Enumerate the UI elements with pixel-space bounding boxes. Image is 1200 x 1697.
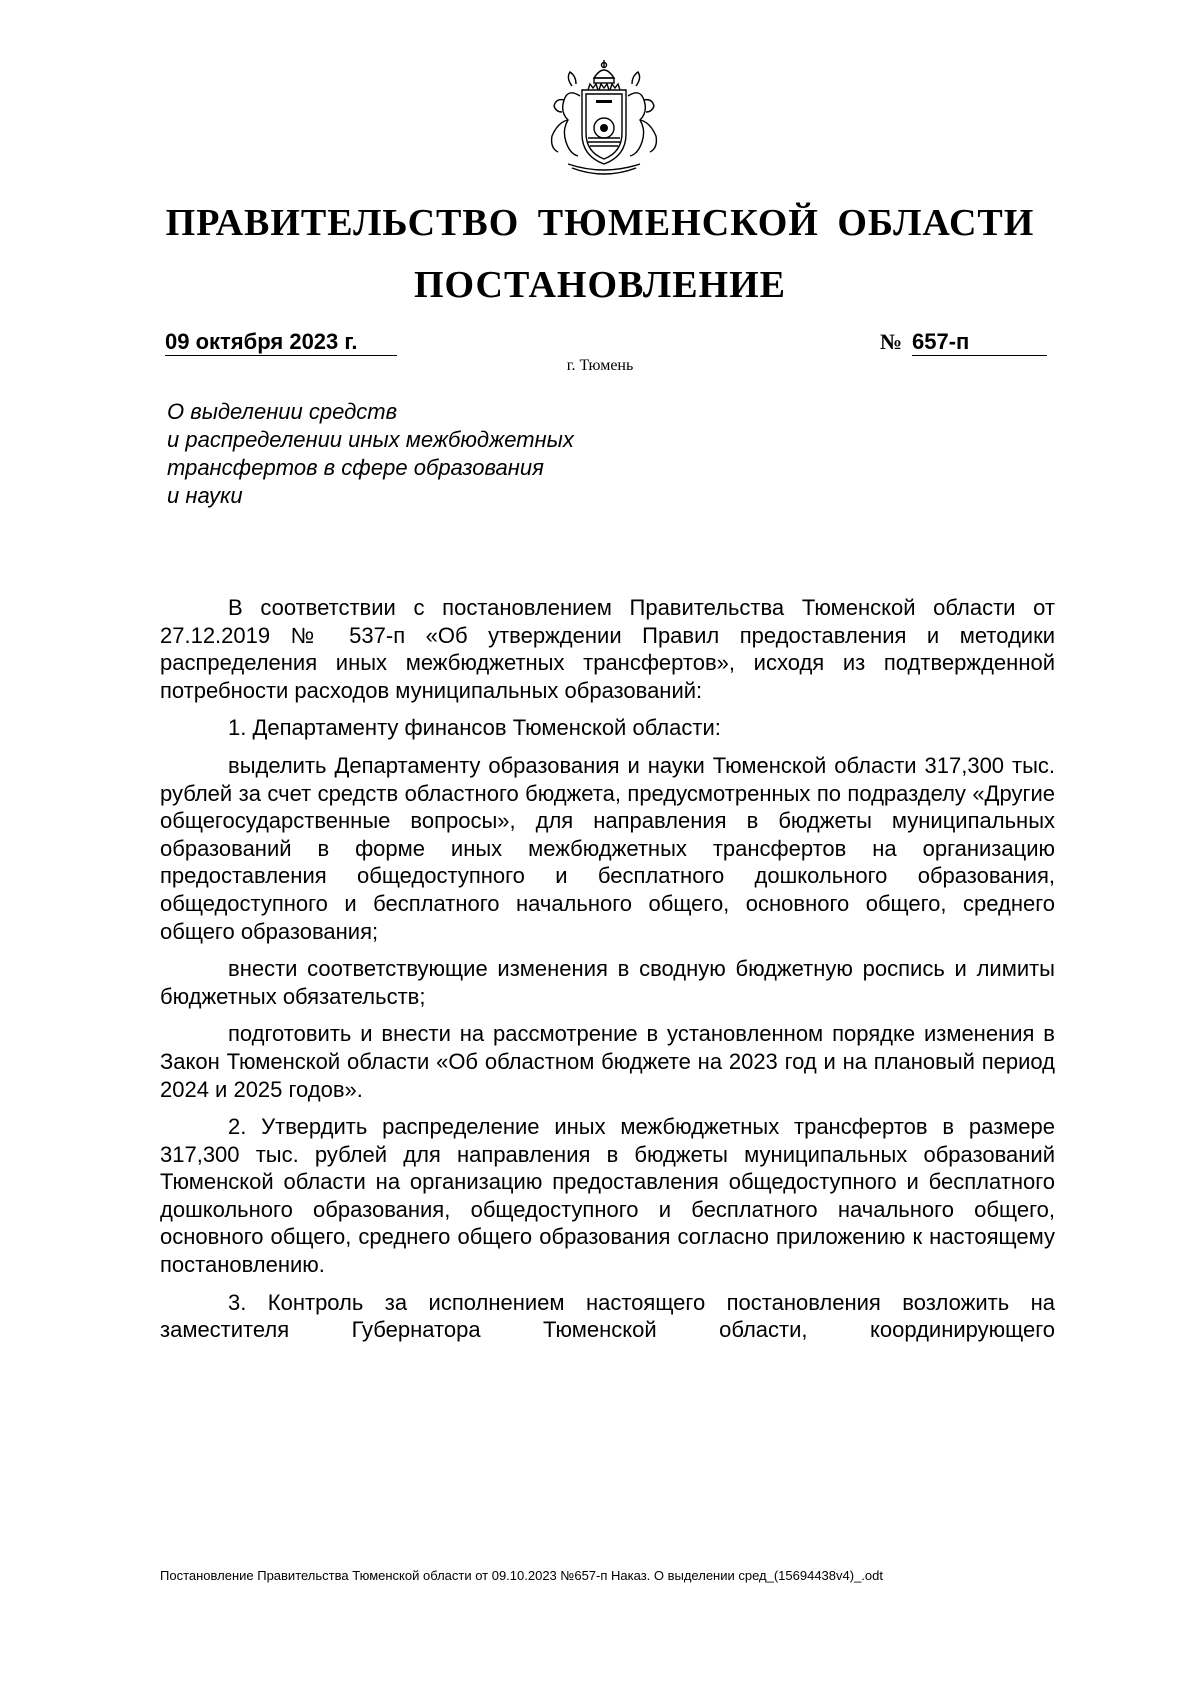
body-paragraph: 2. Утвердить распределение иных межбюджетных трансфертов в размере 317,300 тыс. рублей для направления в бюджеты муниципальных образований Тюменской области на организацию предоставления общедоступного и бесплатного дошкольного образования, общедоступного и бесплатного начального общего, основного общего, среднего общего образования согласно приложению к настоящему постановлению.: [160, 1114, 1055, 1278]
number-sign: №: [880, 329, 903, 354]
subject-line: и распределении иных межбюджетных: [167, 427, 574, 452]
document-type-title: ПОСТАНОВЛЕНИЕ: [413, 264, 787, 306]
subject-line: трансфертов в сфере образования: [167, 455, 544, 480]
body-paragraph: 3. Контроль за исполнением настоящего постановления возложить на заместителя Губернатора Тюменской области, координирующего: [160, 1289, 1055, 1343]
body-paragraph: подготовить и внести на рассмотрение в установленном порядке изменения в Закон Тюменской области «Об областном бюджете на 2023 год и на плановый период 2024 и 2025 годов».: [160, 1021, 1055, 1102]
subject-line: О выделении средств: [167, 399, 398, 424]
body-paragraph: внести соответствующие изменения в сводную бюджетную роспись и лимиты бюджетных обязательств;: [160, 956, 1055, 1009]
city-name: г. Тюмень: [566, 357, 634, 374]
document-subject: [167, 398, 667, 510]
document-body: [160, 594, 1055, 1354]
footer-filename: Постановление Правительства Тюменской области от 09.10.2023 №657-п Наказ. О выделении сред_(15694438v4)_.odt: [160, 1568, 883, 1583]
body-paragraph: В соответствии с постановлением Правительства Тюменской области от 27.12.2019 № 537-п «Об утверждении Правил предоставления и методики распределения иных межбюджетных трансфертов», исходя из подтвержденной потребности расходов муниципальных образований:: [160, 595, 1055, 703]
body-paragraph: выделить Департаменту образования и науки Тюменской области 317,300 тыс. рублей за счет средств областного бюджета, предусмотренных по подразделу «Другие общегосударственные вопросы», для направления в бюджеты муниципальных образований в форме иных межбюджетных трансфертов на организацию предоставления общедоступного и бесплатного дошкольного образования, общедоступного и бесплатного начального общего, основного общего, среднего общего образования;: [160, 752, 1055, 944]
body-paragraph: 1. Департаменту финансов Тюменской области:: [228, 715, 721, 741]
document-number-block: [880, 329, 1047, 356]
document-date: 09 октября 2023 г.: [165, 329, 397, 356]
coat-of-arms-emblem: [542, 56, 666, 180]
subject-line: и науки: [167, 483, 243, 508]
document-number: 657-п: [912, 329, 1047, 356]
government-title: ПРАВИТЕЛЬСТВО ТЮМЕНСКОЙ ОБЛАСТИ: [165, 202, 1035, 244]
